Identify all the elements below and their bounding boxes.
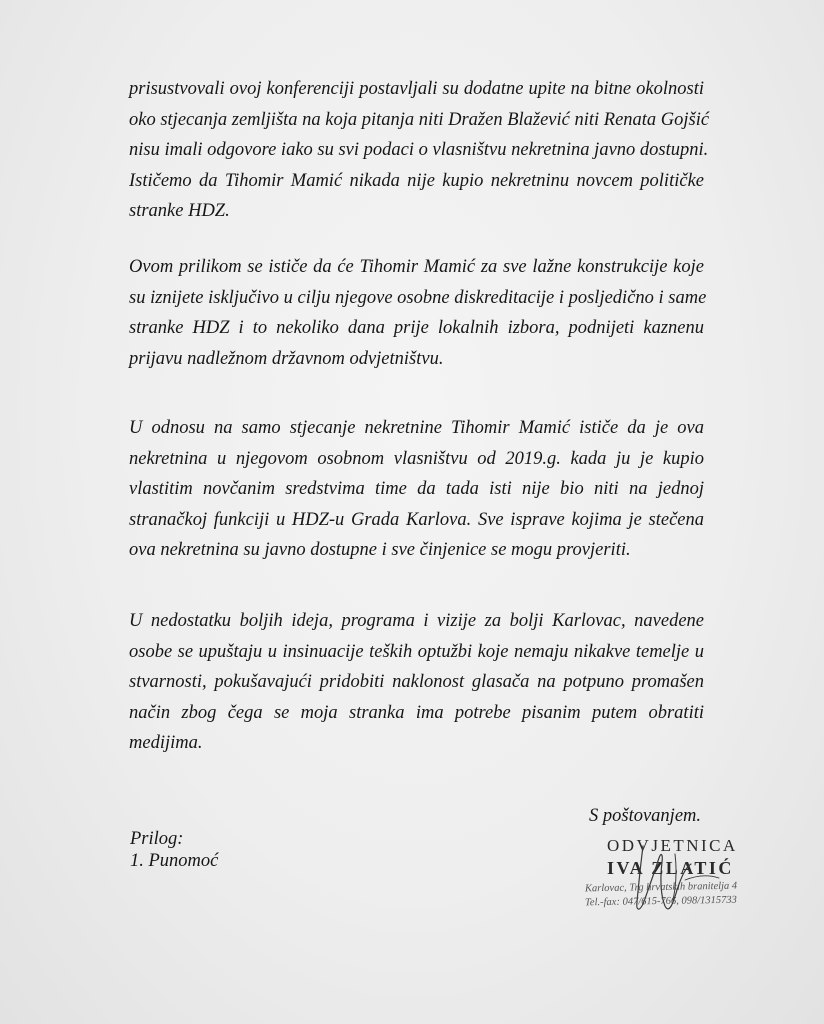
attachments-label: Prilog: (130, 829, 184, 849)
paragraph-line: osobe se upuštaju u insinuacije teških optužbi koje nemaju nikakve temelje u (129, 641, 704, 662)
paragraph-line: su iznijete isključivo u cilju njegove osobne diskreditacije i posljedično i same (129, 287, 707, 308)
closing-salutation: S poštovanjem. (589, 806, 702, 826)
paragraph-line: Ovom prilikom se ističe da će Tihomir Mamić za sve lažne konstrukcije koje (129, 257, 704, 277)
paragraph-2 (129, 252, 707, 374)
paragraph-line: stranke HDZ. (129, 201, 230, 221)
paragraph-line: prisustvovali ovoj konferenciji postavljali su dodatne upite na bitne okolnosti (129, 79, 704, 99)
stamp-name: IVA ZLATIĆ (607, 858, 734, 878)
paragraph-line: stranačkoj funkciji u HDZ-u Grada Karlova. Sve isprave kojima je stečena (129, 509, 704, 530)
paragraph-line: medijima. (129, 733, 203, 753)
paragraph-line: vlastitim novčanim sredstvima time da tada isti nije bio niti na jednoj (129, 479, 704, 499)
paragraph-4 (129, 606, 704, 759)
paragraph-line: nekretnina u njegovom osobnom vlasništvu od 2019.g. kada ju je kupio (129, 448, 704, 469)
paragraph-line: nisu imali odgovore iako su svi podaci o vlasništvu nekretnina javno dostupni. (129, 140, 709, 160)
paragraph-line: prijavu nadležnom državnom odvjetništvu. (129, 348, 444, 369)
paragraph-line: stranke HDZ i to nekoliko dana prije lokalnih izbora, podnijeti kaznenu (129, 318, 704, 338)
paragraph-line: Ističemo da Tihomir Mamić nikada nije kupio nekretninu novcem političke (129, 170, 704, 191)
paragraph-line: stvarnosti, pokušavajući pridobiti naklonost glasača na potpuno promašen (129, 672, 704, 692)
stamp-address: Karlovac, Trg hrvatskih branitelja 4 (584, 880, 738, 895)
stamp-title: ODVJETNICA (607, 836, 738, 855)
paragraph-3 (129, 413, 704, 566)
paragraph-line: oko stjecanja zemljišta na koja pitanja niti Dražen Blažević niti Renata Gojšić (129, 109, 710, 130)
paragraph-line: U odnosu na samo stjecanje nekretnine Tihomir Mamić ističe da je ova (129, 418, 704, 438)
paragraph-line: U nedostatku boljih ideja, programa i vizije za bolji Karlovac, navedene (129, 611, 704, 631)
paragraph-line: način zbog čega se moja stranka ima potrebe pisanim putem obratiti (129, 702, 704, 723)
paragraph-1 (129, 74, 710, 227)
stamp-phone: Tel.-fax: 047/615-766, 098/1315733 (584, 894, 737, 909)
attachment-item: 1. Punomoć (130, 851, 219, 871)
paragraph-line: ova nekretnina su javno dostupne i sve činjenice se mogu provjeriti. (129, 540, 631, 560)
handwritten-signature (615, 840, 735, 920)
